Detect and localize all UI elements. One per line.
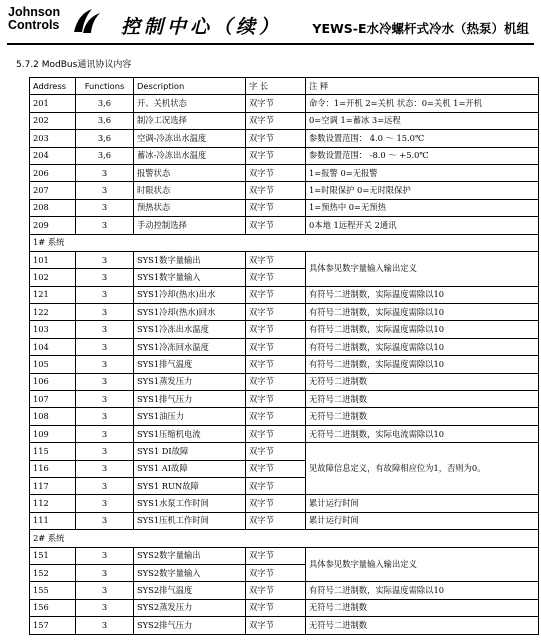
- description-cell: SYS1冷冻出水温度: [134, 321, 246, 338]
- length-cell: 双字节: [246, 269, 306, 286]
- table-group-row: [30, 530, 539, 547]
- description-cell: SYS1数字量输入: [134, 269, 246, 286]
- description-cell: 手动控制选择: [134, 217, 246, 234]
- functions-cell: 3: [76, 164, 134, 181]
- notes-cell: 无符号二进制数: [306, 373, 539, 390]
- functions-cell: 3: [76, 564, 134, 581]
- description-cell: 空调-冷冻出水温度: [134, 130, 246, 147]
- description-cell: 蓄冰-冷冻出水温度: [134, 147, 246, 164]
- functions-cell: 3: [76, 251, 134, 268]
- length-cell: 双字节: [246, 164, 306, 181]
- page-header: [0, 0, 541, 52]
- description-cell: SYS1排气温度: [134, 356, 246, 373]
- notes-cell: 参数设置范围： -8.0 ～ +5.0℃: [306, 147, 539, 164]
- table-row: [30, 164, 539, 181]
- notes-cell: 有符号二进制数，实际温度需除以10: [306, 286, 539, 303]
- address-cell: 107: [30, 391, 76, 408]
- description-cell: SYS2数字量输入: [134, 564, 246, 581]
- table-row: [30, 130, 539, 147]
- address-cell: 105: [30, 356, 76, 373]
- group-label: 1# 系统: [30, 234, 539, 251]
- description-cell: SYS2蒸发压力: [134, 599, 246, 616]
- address-cell: 106: [30, 373, 76, 390]
- description-cell: 报警状态: [134, 164, 246, 181]
- address-cell: 207: [30, 182, 76, 199]
- functions-cell: 3: [76, 512, 134, 529]
- length-cell: 双字节: [246, 130, 306, 147]
- length-cell: 双字节: [246, 286, 306, 303]
- address-cell: 204: [30, 147, 76, 164]
- header-notes: 注 释: [306, 78, 539, 95]
- functions-cell: 3: [76, 304, 134, 321]
- table-body: [30, 95, 539, 634]
- length-cell: 双字节: [246, 582, 306, 599]
- product-name: YEWS-E水冷螺杆式冷水（热泵）机组: [312, 21, 529, 36]
- section-title: 5.7.2 ModBus通讯协议内容: [16, 60, 132, 70]
- table-row: [30, 304, 539, 321]
- length-cell: 双字节: [246, 304, 306, 321]
- length-cell: 双字节: [246, 112, 306, 129]
- logo-mark-icon: [70, 6, 104, 36]
- description-cell: SYS2排气温度: [134, 582, 246, 599]
- length-cell: 双字节: [246, 460, 306, 477]
- functions-cell: 3: [76, 391, 134, 408]
- notes-cell: 命令：1=开机 2=关机 状态：0=关机 1=开机: [306, 95, 539, 112]
- description-cell: SYS1冷却(热水)回水: [134, 304, 246, 321]
- length-cell: 双字节: [246, 408, 306, 425]
- length-cell: 双字节: [246, 477, 306, 494]
- notes-cell: 有符号二进制数，实际温度需除以10: [306, 582, 539, 599]
- address-cell: 112: [30, 495, 76, 512]
- table-row: [30, 547, 539, 564]
- notes-cell: 参数设置范围： 4.0 ～ 15.0℃: [306, 130, 539, 147]
- address-cell: 111: [30, 512, 76, 529]
- table-group-row: [30, 234, 539, 251]
- address-cell: 157: [30, 617, 76, 634]
- description-cell: SYS1油压力: [134, 408, 246, 425]
- table-row: [30, 217, 539, 234]
- description-cell: SYS1 DI故障: [134, 443, 246, 460]
- length-cell: 双字节: [246, 443, 306, 460]
- address-cell: 121: [30, 286, 76, 303]
- notes-cell: 无符号二进制数，实际电流需除以10: [306, 425, 539, 442]
- length-cell: 双字节: [246, 425, 306, 442]
- notes-cell: 无符号二进制数: [306, 599, 539, 616]
- functions-cell: 3: [76, 338, 134, 355]
- functions-cell: 3,6: [76, 112, 134, 129]
- address-cell: 122: [30, 304, 76, 321]
- address-cell: 201: [30, 95, 76, 112]
- table-header-row: [30, 78, 539, 95]
- notes-cell: 无符号二进制数: [306, 617, 539, 634]
- description-cell: SYS1排气压力: [134, 391, 246, 408]
- address-cell: 151: [30, 547, 76, 564]
- table-row: [30, 425, 539, 442]
- notes-cell: 无符号二进制数: [306, 408, 539, 425]
- address-cell: 101: [30, 251, 76, 268]
- functions-cell: 3: [76, 617, 134, 634]
- notes-cell: 1=时限保护 0=无时限保护: [306, 182, 539, 199]
- functions-cell: 3: [76, 408, 134, 425]
- functions-cell: 3: [76, 217, 134, 234]
- address-cell: 208: [30, 199, 76, 216]
- length-cell: 双字节: [246, 356, 306, 373]
- table-row: [30, 512, 539, 529]
- functions-cell: 3: [76, 356, 134, 373]
- address-cell: 116: [30, 460, 76, 477]
- length-cell: 双字节: [246, 95, 306, 112]
- table-row: [30, 321, 539, 338]
- table-row: [30, 599, 539, 616]
- notes-cell: 0=空调 1=蓄冰 3=远程: [306, 112, 539, 129]
- address-cell: 156: [30, 599, 76, 616]
- description-cell: SYS1 RUN故障: [134, 477, 246, 494]
- functions-cell: 3,6: [76, 130, 134, 147]
- notes-cell: 累计运行时间: [306, 512, 539, 529]
- length-cell: 双字节: [246, 251, 306, 268]
- header-address: Address: [30, 78, 76, 95]
- table-row: [30, 112, 539, 129]
- functions-cell: 3: [76, 199, 134, 216]
- description-cell: 时限状态: [134, 182, 246, 199]
- notes-cell: 有符号二进制数，实际温度需除以10: [306, 356, 539, 373]
- header-description: Description: [134, 78, 246, 95]
- length-cell: 双字节: [246, 547, 306, 564]
- logo-line-1: Johnson: [8, 5, 61, 19]
- functions-cell: 3: [76, 321, 134, 338]
- address-cell: 109: [30, 425, 76, 442]
- length-cell: 双字节: [246, 321, 306, 338]
- notes-cell: 有符号二进制数，实际温度需除以10: [306, 321, 539, 338]
- length-cell: 双字节: [246, 599, 306, 616]
- table-row: [30, 617, 539, 634]
- length-cell: 双字节: [246, 217, 306, 234]
- description-cell: SYS2排气压力: [134, 617, 246, 634]
- functions-cell: 3: [76, 182, 134, 199]
- description-cell: 开、关机状态: [134, 95, 246, 112]
- description-cell: SYS2数字量输出: [134, 547, 246, 564]
- table-row: [30, 408, 539, 425]
- functions-cell: 3: [76, 269, 134, 286]
- table-row: [30, 443, 539, 460]
- functions-cell: 3: [76, 373, 134, 390]
- address-cell: 202: [30, 112, 76, 129]
- table-row: [30, 251, 539, 268]
- address-cell: 102: [30, 269, 76, 286]
- functions-cell: 3: [76, 495, 134, 512]
- functions-cell: 3,6: [76, 95, 134, 112]
- length-cell: 双字节: [246, 147, 306, 164]
- functions-cell: 3,6: [76, 147, 134, 164]
- length-cell: 双字节: [246, 199, 306, 216]
- functions-cell: 3: [76, 477, 134, 494]
- description-cell: SYS1数字量输出: [134, 251, 246, 268]
- functions-cell: 3: [76, 425, 134, 442]
- notes-cell: 1=预热中 0=无预热: [306, 199, 539, 216]
- table-row: [30, 373, 539, 390]
- length-cell: 双字节: [246, 512, 306, 529]
- length-cell: 双字节: [246, 338, 306, 355]
- notes-cell: 1=报警 0=无报警: [306, 164, 539, 181]
- table-row: [30, 495, 539, 512]
- description-cell: SYS1冷冻回水温度: [134, 338, 246, 355]
- address-cell: 209: [30, 217, 76, 234]
- description-cell: SYS1压机工作时间: [134, 512, 246, 529]
- notes-cell: 累计运行时间: [306, 495, 539, 512]
- group-label: 2# 系统: [30, 530, 539, 547]
- header-functions: Functions: [76, 78, 134, 95]
- length-cell: 双字节: [246, 495, 306, 512]
- address-cell: 115: [30, 443, 76, 460]
- length-cell: 双字节: [246, 564, 306, 581]
- page-title: 控制中心（续）: [121, 16, 283, 38]
- functions-cell: 3: [76, 547, 134, 564]
- table-row: [30, 391, 539, 408]
- address-cell: 103: [30, 321, 76, 338]
- description-cell: SYS1水泵工作时间: [134, 495, 246, 512]
- functions-cell: 3: [76, 582, 134, 599]
- description-cell: SYS1冷却(热水)出水: [134, 286, 246, 303]
- functions-cell: 3: [76, 460, 134, 477]
- address-cell: 117: [30, 477, 76, 494]
- functions-cell: 3: [76, 286, 134, 303]
- table-row: [30, 182, 539, 199]
- length-cell: 双字节: [246, 182, 306, 199]
- notes-cell: 见故障信息定义，有故障相应位为1，否则为0。: [306, 443, 539, 495]
- notes-cell: 有符号二进制数，实际温度需除以10: [306, 304, 539, 321]
- table-row: [30, 147, 539, 164]
- modbus-table: [29, 77, 539, 635]
- logo-line-2: Controls: [8, 18, 60, 32]
- notes-cell: 具体参见数字量输入输出定义: [306, 251, 539, 286]
- address-cell: 206: [30, 164, 76, 181]
- table-row: [30, 286, 539, 303]
- length-cell: 双字节: [246, 617, 306, 634]
- table-row: [30, 582, 539, 599]
- notes-cell: 有符号二进制数，实际温度需除以10: [306, 338, 539, 355]
- table-row: [30, 338, 539, 355]
- length-cell: 双字节: [246, 373, 306, 390]
- address-cell: 155: [30, 582, 76, 599]
- table-row: [30, 95, 539, 112]
- address-cell: 203: [30, 130, 76, 147]
- table-row: [30, 199, 539, 216]
- description-cell: SYS1压缩机电流: [134, 425, 246, 442]
- functions-cell: 3: [76, 599, 134, 616]
- description-cell: SYS1 AI故障: [134, 460, 246, 477]
- length-cell: 双字节: [246, 391, 306, 408]
- table-row: [30, 356, 539, 373]
- description-cell: 制冷工况选择: [134, 112, 246, 129]
- notes-cell: 具体参见数字量输入输出定义: [306, 547, 539, 582]
- header-length: 字 长: [246, 78, 306, 95]
- header-rule: [7, 43, 534, 45]
- notes-cell: 无符号二进制数: [306, 391, 539, 408]
- functions-cell: 3: [76, 443, 134, 460]
- description-cell: 预热状态: [134, 199, 246, 216]
- address-cell: 152: [30, 564, 76, 581]
- description-cell: SYS1蒸发压力: [134, 373, 246, 390]
- address-cell: 104: [30, 338, 76, 355]
- company-logo: [8, 6, 68, 32]
- address-cell: 108: [30, 408, 76, 425]
- notes-cell: 0本地 1远程开关 2通讯: [306, 217, 539, 234]
